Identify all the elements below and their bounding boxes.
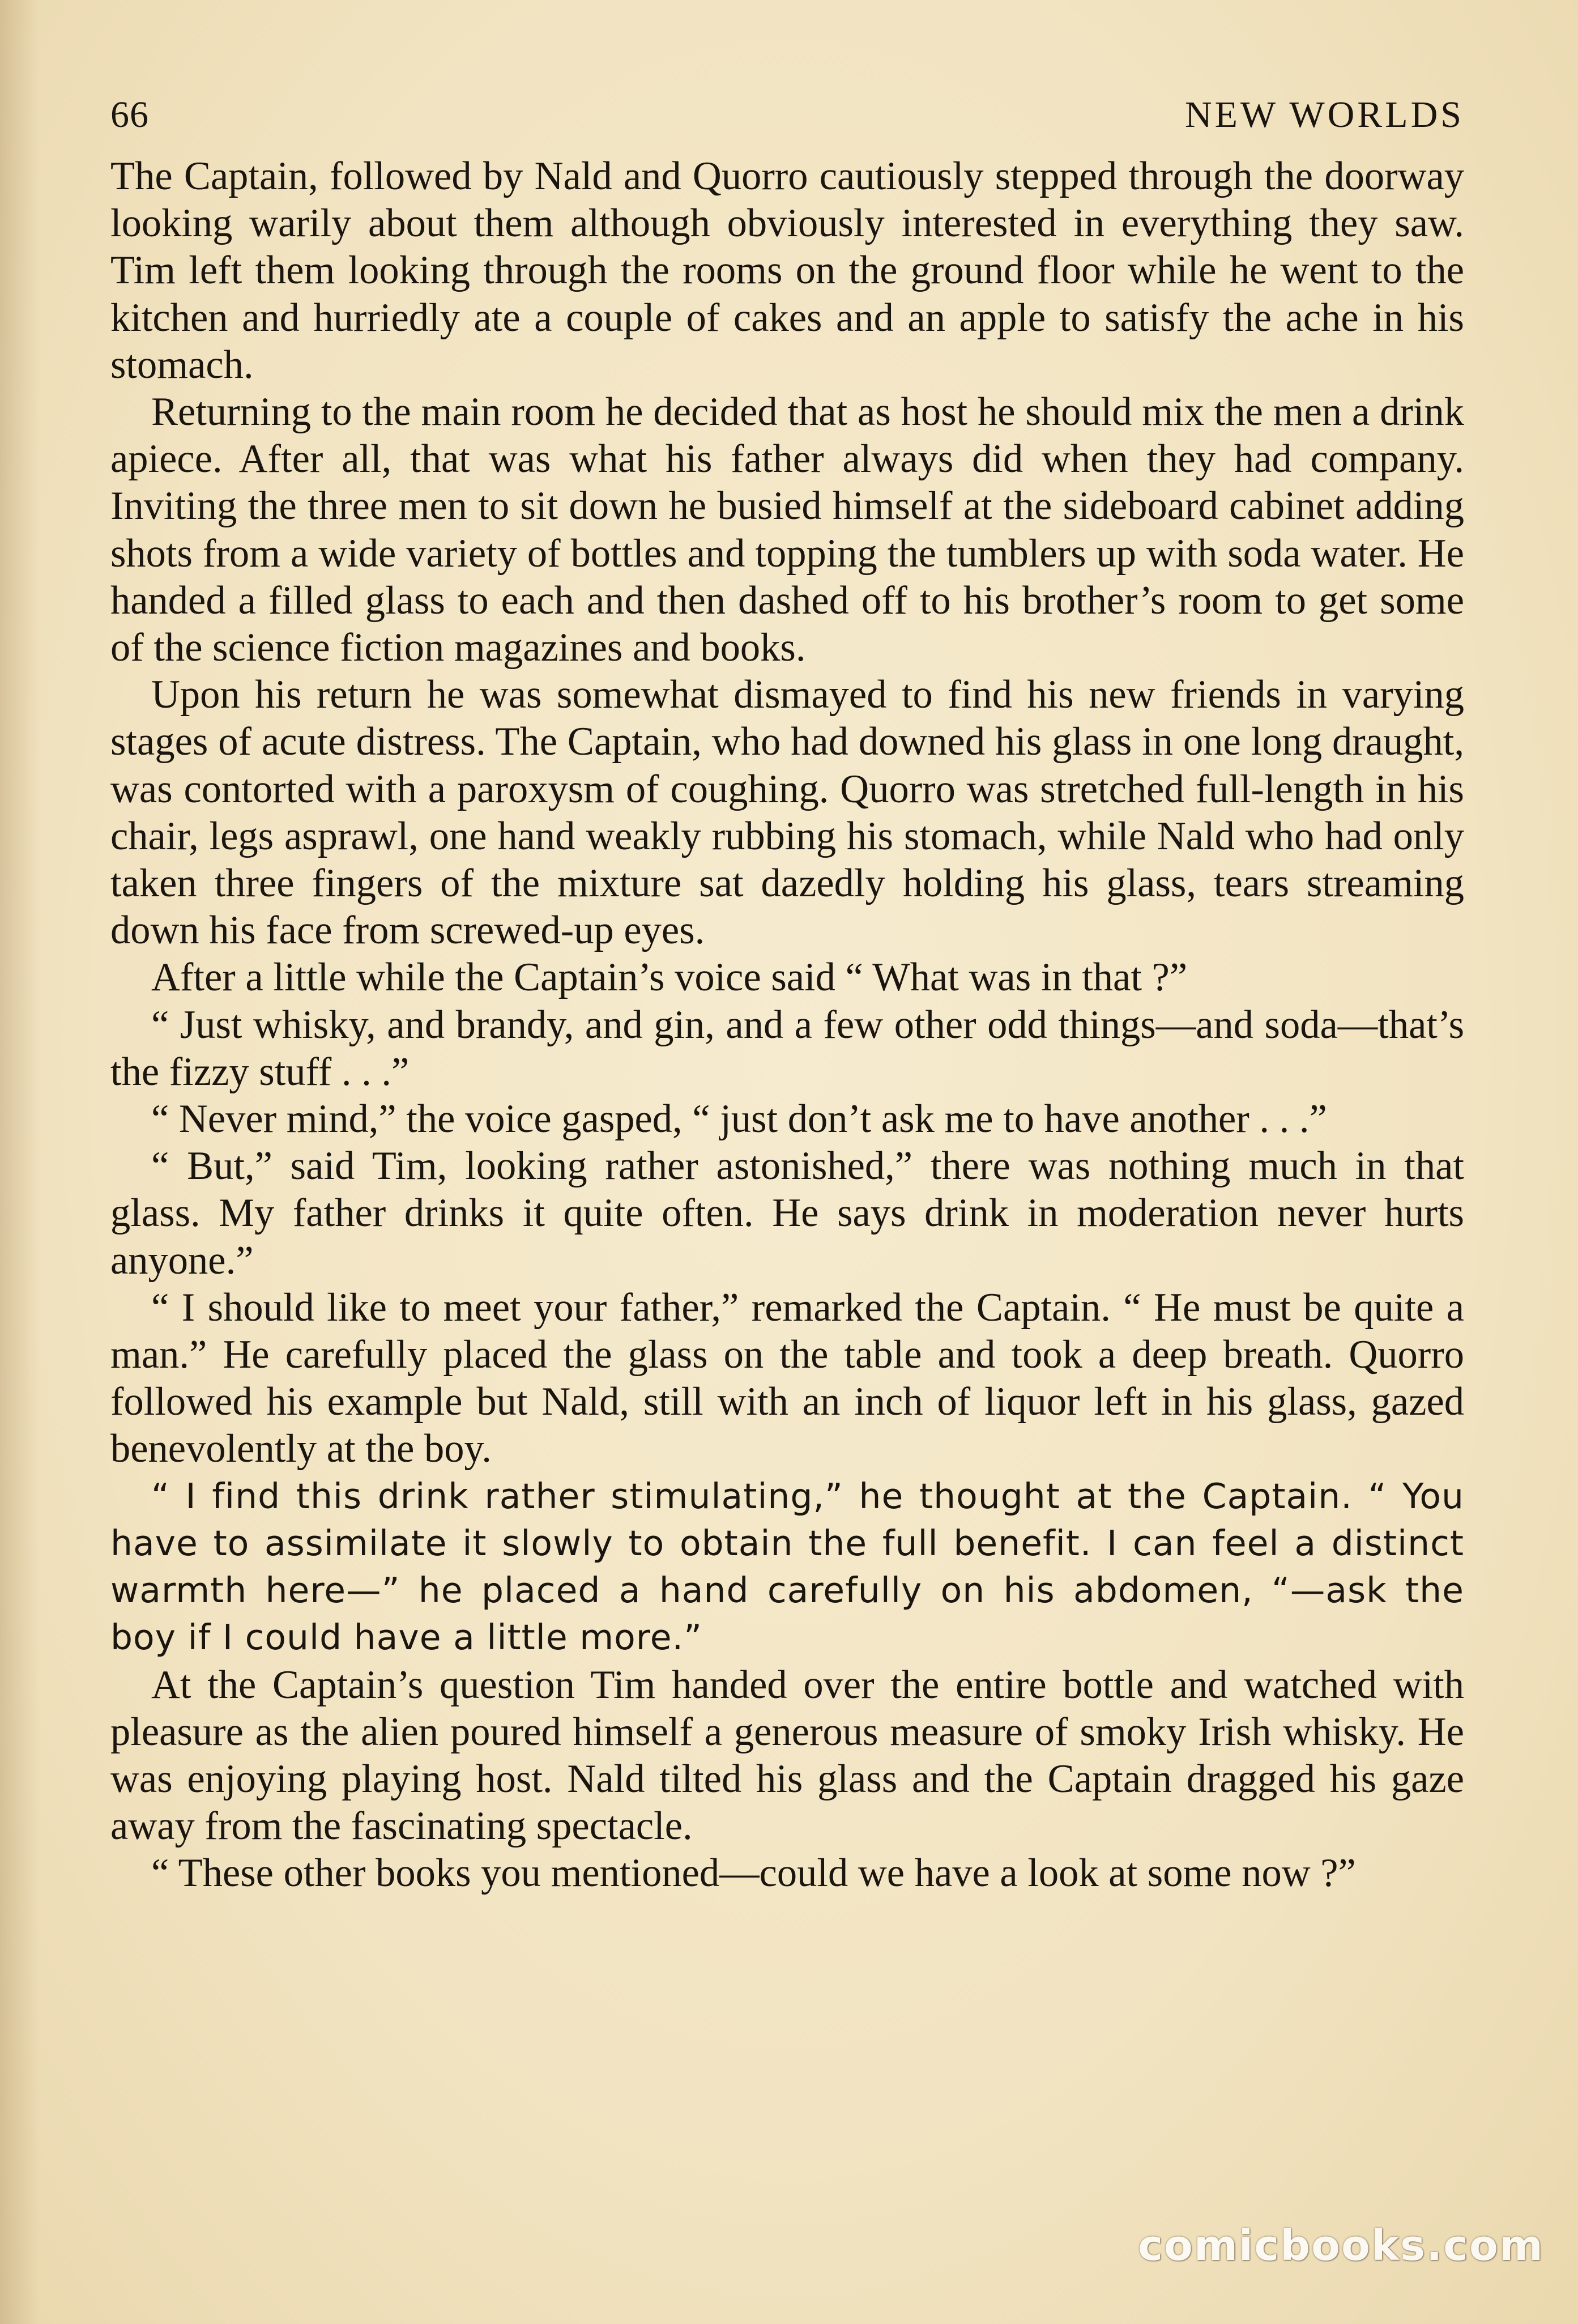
running-title: NEW WORLDS [1184, 94, 1464, 135]
text-block [110, 96, 1464, 1897]
paragraph-8: “ I should like to meet your father,” remarked the Captain. “ He must be quite a man.” He carefully placed the glass on the table and took a deep breath. Quorro followed his example but Nald, still with an inch of liquor left in his glass, gazed benevolently at the boy. [110, 1285, 1464, 1471]
paragraph-5: “ Just whisky, and brandy, and gin, and a few other odd things—and soda—that’s the fizzy stuff . . .” [110, 1002, 1464, 1094]
running-head [110, 96, 1464, 134]
spine-shadow [0, 0, 40, 2324]
paragraph-1: The Captain, followed by Nald and Quorro cautiously stepped through the doorway looking warily about them although obviously interested in everything they saw. Tim left them looking through the rooms on the ground floor while he went to the kitchen and hurriedly ate a couple of cakes and an apple to satisfy the ache in his stomach. [110, 154, 1464, 387]
paragraph-6: “ Never mind,” the voice gasped, “ just don’t ask me to have another . . .” [151, 1097, 1327, 1142]
paragraph-2: Returning to the main room he decided that as host he should mix the men a drink apiece. After all, that was what his father always did when they had company. Inviting the three men to sit down he busied himself at the sideboard cabinet adding shots from a wide variety of bottles and topping the tumblers up with soda water. He handed a filled glass to each and then dashed off to his brother’s room to get some of the science fiction magazines and books. [110, 390, 1464, 670]
paragraph-4: After a little while the Captain’s voice said “ What was in that ?” [151, 955, 1188, 1000]
paragraph-11: “ These other books you mentioned—could we have a look at some now ?” [151, 1851, 1356, 1896]
paragraph-10: At the Captain’s question Tim handed over the entire bottle and watched with pleasure as the alien poured himself a generous measure of smoky Irish whisky. He was enjoying playing host. Nald tilted his glass and the Captain dragged his gaze away from the fascinating spectacle. [110, 1662, 1464, 1849]
paragraph-7: “ But,” said Tim, looking rather astonished,” there was nothing much in that glass. My father drinks it quite often. He says drink in moderation never hurts anyone.” [110, 1144, 1464, 1283]
paragraph-3: Upon his return he was somewhat dismayed to find his new friends in varying stages of acute distress. The Captain, who had downed his glass in one long draught, was contorted with a paroxysm of coughing. Quorro was stretched full-length in his chair, legs asprawl, one hand weakly rubbing his stomach, while Nald who had only taken three fingers of the mixture sat dazedly holding his glass, tears streaming down his face from screwed-up eyes. [110, 672, 1464, 953]
watermark-logo: comicbooks.com [1138, 2221, 1544, 2270]
page-number: 66 [110, 94, 149, 135]
paragraph-9: “ I find this drink rather stimulating,” he thought at the Captain. “ You have to assimilate it slowly to obtain the full benefit. I can feel a distinct warmth here—” he placed a hand carefully on his abdomen, “—ask the boy if I could have a little more.” [110, 1475, 1464, 1658]
